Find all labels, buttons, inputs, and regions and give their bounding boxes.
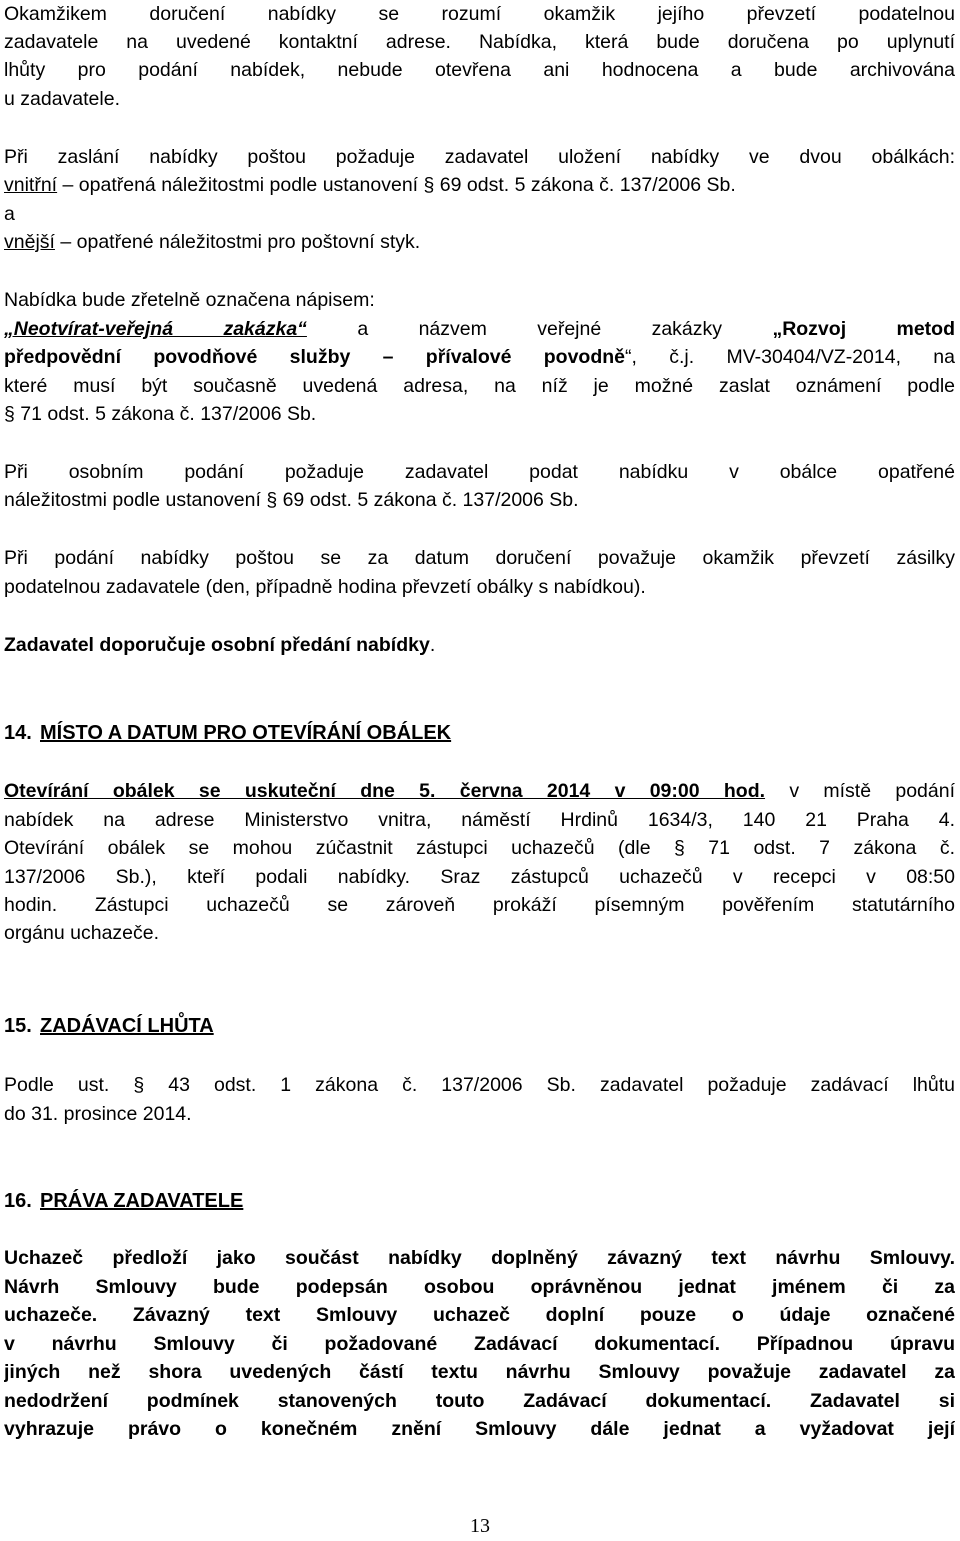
- text-span: – opatřená náležitostmi podle ustanovení § 69 odst. 5 zákona č. 137/2006 Sb.: [57, 174, 736, 196]
- paragraph-line: Při podání nabídky poštou se za datum doručení považuje okamžik převzetí zásilky: [4, 547, 955, 569]
- paragraph-line: Podle ust. § 43 odst. 1 zákona č. 137/2006 Sb. zadavatel požaduje zadávací lhůtu: [4, 1074, 955, 1096]
- section-heading: [4, 719, 451, 747]
- paragraph-line: [4, 229, 955, 256]
- underlined-term: vnější: [4, 231, 55, 253]
- underlined-term: vnitřní: [4, 174, 58, 196]
- text-span: .: [429, 634, 436, 656]
- recommendation-text: Zadavatel doporučuje osobní předání nabídky: [4, 634, 430, 656]
- section-title: PRÁVA ZADAVATELE: [40, 1190, 244, 1212]
- section-title: MÍSTO A DATUM PRO OTEVÍRÁNÍ OBÁLEK: [40, 722, 452, 744]
- text-span: a názvem veřejné zakázky: [306, 318, 773, 340]
- contract-name: předpovědní povodňové služby – přívalové povodně: [4, 346, 625, 368]
- paragraph-line: Otevírání obálek se mohou zúčastnit zástupci uchazečů (dle § 71 odst. 7 zákona č.: [4, 837, 955, 859]
- paragraph-line: Návrh Smlouvy bude podepsán osobou oprávněnou jednat jménem či za: [4, 1276, 955, 1298]
- section-heading: [4, 1187, 243, 1215]
- paragraph-line: v návrhu Smlouvy či požadované Zadávací dokumentací. Případnou úpravu: [4, 1333, 955, 1355]
- text-span: – opatřené náležitostmi pro poštovní styk.: [54, 231, 421, 253]
- section-number: 14.: [4, 722, 32, 744]
- paragraph-line: hodin. Zástupci uchazečů se zároveň prokáží písemným pověřením statutárního: [4, 894, 955, 916]
- paragraph-line: § 71 odst. 5 zákona č. 137/2006 Sb.: [4, 403, 317, 425]
- text-span: “, č.j. MV-30404/VZ-2014, na: [625, 346, 955, 368]
- paragraph-line: 137/2006 Sb.), kteří podali nabídky. Sraz zástupců uchazečů v recepci v 08:50: [4, 866, 955, 888]
- paragraph-line: orgánu uchazeče.: [4, 922, 160, 944]
- paragraph-line: lhůty pro podání nabídek, nebude otevřena ani hodnocena a bude archivována: [4, 59, 955, 81]
- paragraph-line: u zadavatele.: [4, 88, 121, 110]
- paragraph-line: Při osobním podání požaduje zadavatel podat nabídku v obálce opatřené: [4, 461, 955, 483]
- paragraph-line: [4, 172, 955, 199]
- paragraph-line: které musí být současně uvedená adresa, na níž je možné zaslat oznámení podle: [4, 375, 955, 397]
- paragraph-line: [4, 344, 955, 371]
- paragraph-line: Okamžikem doručení nabídky se rozumí okamžik jejího převzetí podatelnou: [4, 3, 955, 25]
- section-number: 16.: [4, 1190, 32, 1212]
- paragraph-line: do 31. prosince 2014.: [4, 1103, 192, 1125]
- paragraph-line: vyhrazuje právo o konečném znění Smlouvy dále jednat a vyžadovat její: [4, 1418, 955, 1440]
- section-heading: [4, 1012, 214, 1040]
- section-title: ZADÁVACÍ LHŮTA: [40, 1015, 214, 1037]
- paragraph-line: a: [4, 203, 15, 225]
- paragraph-line: nabídek na adrese Ministerstvo vnitra, náměstí Hrdinů 1634/3, 140 21 Praha 4.: [4, 809, 955, 831]
- paragraph-line: nedodržení podmínek stanovených touto Zadávací dokumentací. Zadavatel si: [4, 1390, 955, 1412]
- paragraph-line: zadavatele na uvedené kontaktní adrese. Nabídka, která bude doručena po uplynutí: [4, 31, 955, 53]
- page-number: 13: [470, 1515, 490, 1537]
- paragraph-line: Uchazeč předloží jako součást nabídky doplněný závazný text návrhu Smlouvy.: [4, 1247, 955, 1269]
- paragraph-line: podatelnou zadavatele (den, případně hodina převzetí obálky s nabídkou).: [4, 576, 646, 598]
- paragraph-line: [4, 316, 955, 343]
- paragraph-line: [4, 778, 955, 805]
- paragraph-line: jiných než shora uvedených částí textu návrhu Smlouvy považuje zadavatel za: [4, 1361, 955, 1383]
- contract-name: „Rozvoj metod: [772, 318, 955, 340]
- opening-date: Otevírání obálek se uskuteční dne 5. června 2014 v 09:00 hod.: [4, 780, 766, 802]
- paragraph-line: náležitostmi podle ustanovení § 69 odst. 5 zákona č. 137/2006 Sb.: [4, 489, 579, 511]
- label-text: „Neotvírat-veřejná zakázka“: [4, 318, 307, 340]
- paragraph-line: Při zaslání nabídky poštou požaduje zadavatel uložení nabídky ve dvou obálkách:: [4, 146, 955, 168]
- paragraph-line: [4, 632, 955, 659]
- section-number: 15.: [4, 1015, 32, 1037]
- text-span: v místě podání: [765, 780, 955, 802]
- paragraph-line: uchazeče. Závazný text Smlouvy uchazeč doplní pouze o údaje označené: [4, 1304, 955, 1326]
- paragraph-line: Nabídka bude zřetelně označena nápisem:: [4, 289, 375, 311]
